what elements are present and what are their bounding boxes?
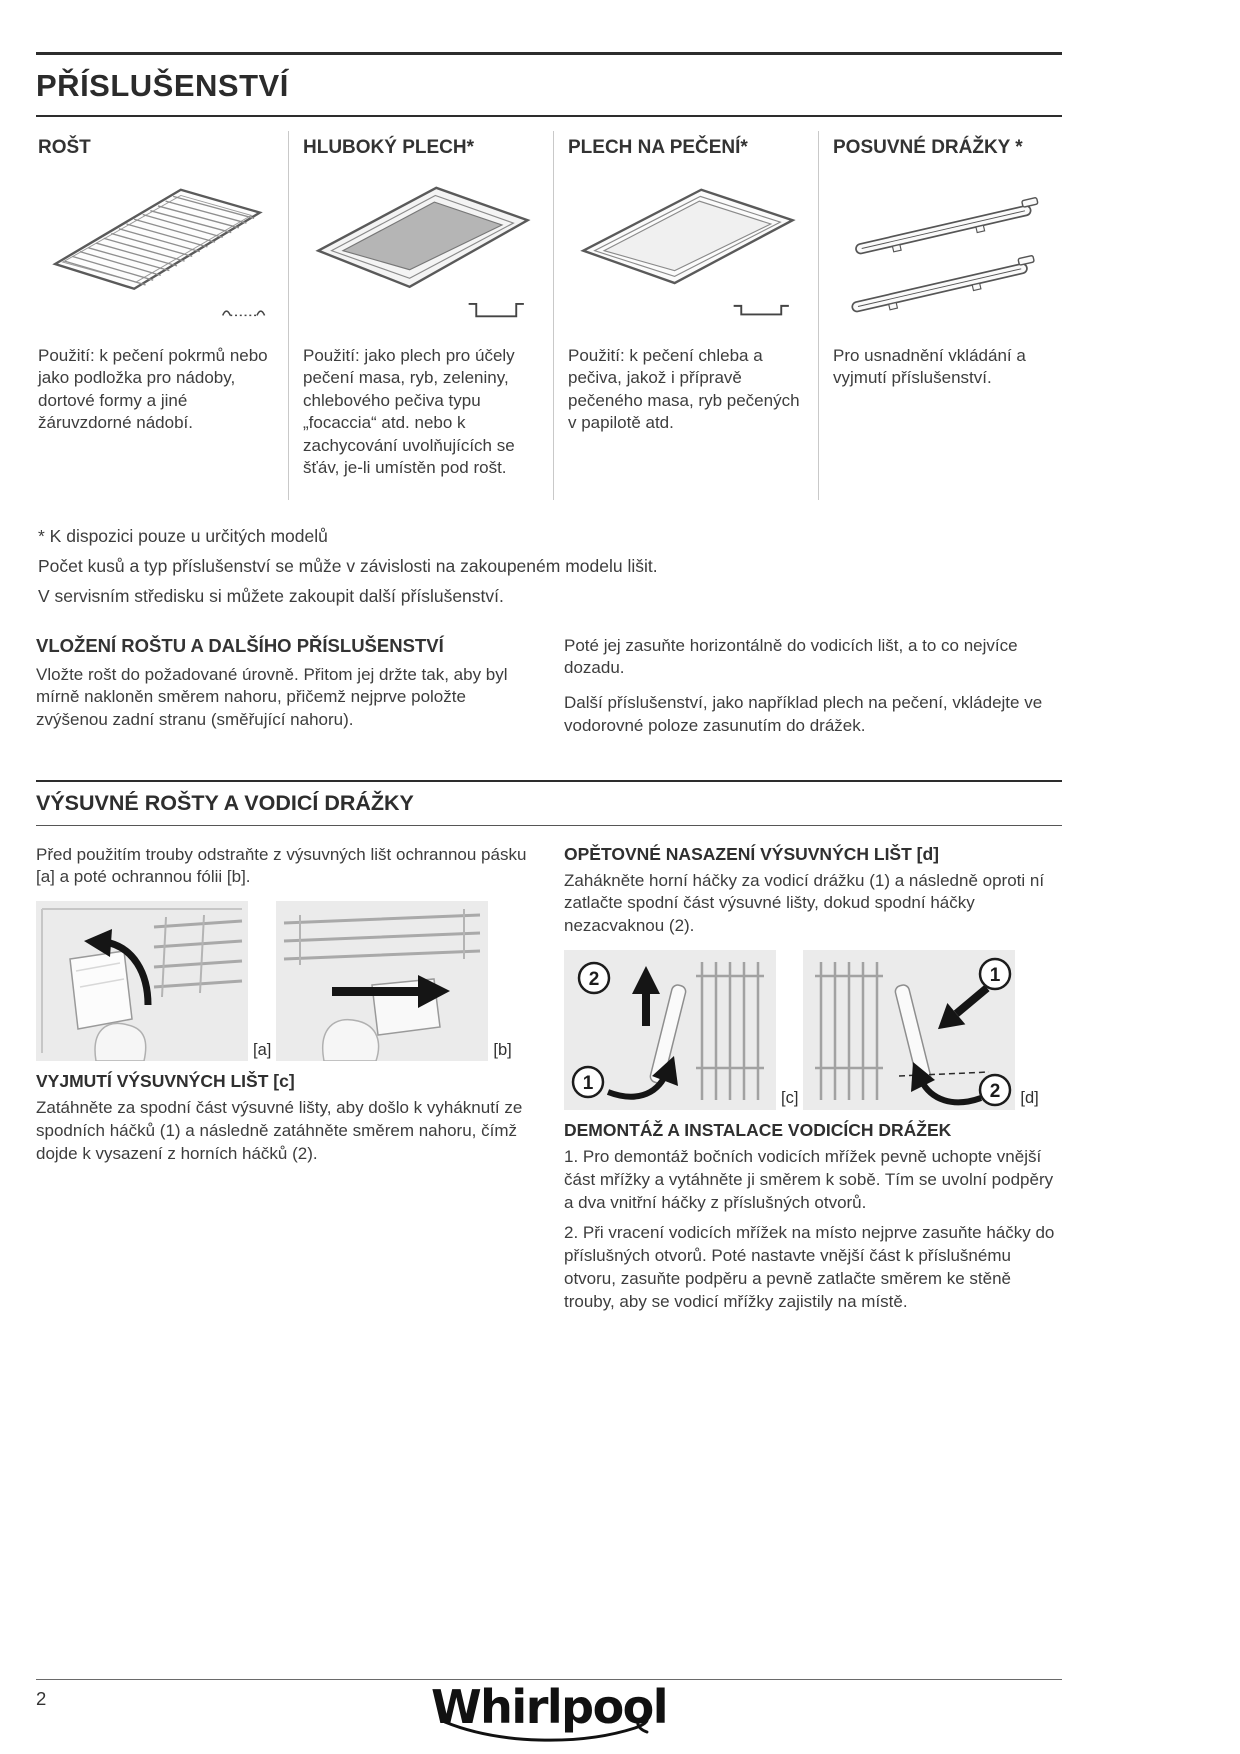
runners-left-column [36, 844, 534, 1326]
guides-title: DEMONTÁŽ A INSTALACE VODICÍCH DRÁŽEK [564, 1119, 952, 1140]
insertion-right-paragraph-2: Další příslušenství, jako například plech na pečení, vkládejte ve vodorovné poloze zasunutím do drážek. [564, 693, 1043, 735]
accessory-title: HLUBOKÝ PLECH* [303, 137, 475, 158]
accessory-description: Použití: k pečení pokrmů nebo jako podložka pro nádoby, dortové formy a jiné žáruvzdorné nádobí. [38, 346, 268, 433]
page-number: 2 [36, 1688, 47, 1709]
svg-text:1: 1 [990, 964, 1001, 986]
sliding-runners-icon [833, 168, 1071, 340]
notes-section [36, 526, 1062, 607]
runners-section-header [36, 780, 1062, 826]
figure-d-image [803, 950, 1015, 1110]
deep-pan-icon [303, 168, 541, 340]
figure-label-b: [b] [493, 1040, 512, 1059]
accessory-figure [833, 163, 1071, 345]
runners-right-column [564, 844, 1062, 1326]
insertion-right-paragraph-1: Poté jej zasuňte horizontálně do vodicích lišt, a to co nejvíce dozadu. [564, 635, 1018, 678]
figure-c-image [564, 950, 776, 1110]
accessory-description: Použití: k pečení chleba a pečiva, jakož i přípravě pečeného masa, ryb pečených v papilotě atd. [568, 346, 800, 433]
accessory-figure [303, 163, 541, 345]
runners-bottom-rule [36, 825, 1062, 826]
removal-title: VYJMUTÍ VÝSUVNÝCH LIŠT [c] [36, 1071, 295, 1092]
accessory-title: ROŠT [38, 137, 91, 158]
baking-tray-icon [568, 168, 806, 340]
accessory-figure [568, 163, 806, 345]
callout-2-badge [980, 1075, 1010, 1105]
svg-text:2: 2 [990, 1080, 1001, 1102]
svg-text:2: 2 [588, 968, 600, 990]
page-footer [36, 1679, 1062, 1744]
refit-title: OPĚTOVNÉ NASAZENÍ VÝSUVNÝCH LIŠT [d] [564, 843, 939, 864]
runners-title: VÝSUVNÉ ROŠTY A VODICÍ DRÁŽKY [36, 790, 414, 815]
callout-2-badge [579, 963, 609, 993]
figure-row-cd [564, 950, 1062, 1110]
accessory-description: Pro usnadnění vkládání a vyjmutí příslušenství. [833, 346, 1026, 388]
callout-1-badge [573, 1067, 603, 1097]
runners-section [36, 844, 1062, 1326]
figure-a-image [36, 901, 248, 1061]
wire-rack-icon [38, 168, 276, 340]
accessory-column-deep-pan [288, 131, 553, 500]
note-line: * K dispozici pouze u určitých modelů [38, 525, 328, 546]
removal-paragraph: Zatáhněte za spodní část výsuvné lišty, aby došlo k vyháknutí ze spodních háčků (1) a následně zatáhněte směrem nahoru, čímž dojde k vysazení z horních háčků (2). [36, 1098, 523, 1163]
protective-tape [70, 951, 132, 1029]
figure-label-d: [d] [1020, 1089, 1039, 1108]
guides-step-1: 1. Pro demontáž bočních vodicích mřížek pevně uchopte vnější část mřížky a vytáhněte ji směrem k sobě. Tím se uvolní podpěry a dva vnitřní háčky z příslušných otvorů. [564, 1146, 1054, 1212]
runners-top-rule [36, 780, 1062, 782]
guides-step-2: 2. Při vracení vodicích mřížek na místo nejprve zasuňte háčky do příslušných otvorů. Poté nastavte vnější část k příslušnému otvoru, zasuňte podpěru a pevně zatlačte směrem ke stěně trouby, aby se vodicí mřížky zajistily na místě. [564, 1223, 1055, 1311]
accessory-title: PLECH NA PEČENÍ* [568, 137, 748, 158]
hand-illustration [95, 1024, 146, 1062]
insertion-title: VLOŽENÍ ROŠTU A DALŠÍHO PŘÍSLUŠENSTVÍ [36, 634, 444, 656]
refit-paragraph: Zahákněte horní háčky za vodicí drážku (1) a následně oproti ní zatlačte spodní část výsuvné lišty, dokud spodní háčky nezacvaknou (2). [564, 870, 1045, 936]
accessories-section [36, 131, 1062, 500]
runners-intro: Před použitím trouby odstraňte z výsuvných lišt ochrannou pásku [a] a poté ochrannou fólii [b]. [36, 844, 527, 887]
page-title: PŘÍSLUŠENSTVÍ [36, 68, 289, 103]
title-underline-rule [36, 115, 1062, 117]
whirlpool-logo [431, 1680, 667, 1744]
insertion-left-paragraph: Vložte rošt do požadované úrovně. Přitom jej držte tak, aby byl mírně nakloněn směrem nahoru, přičemž nejprve položte zvýšenou zadní stranu (směřující nahoru). [36, 664, 508, 730]
note-line: V servisním středisku si můžete zakoupit další příslušenství. [38, 585, 504, 606]
figure-label-c: [c] [781, 1089, 799, 1108]
accessory-title: POSUVNÉ DRÁŽKY * [833, 137, 1023, 158]
insertion-section [36, 635, 1062, 750]
svg-text:1: 1 [582, 1072, 594, 1094]
brand-wordmark: Whirlpool [430, 1680, 668, 1734]
top-rule [36, 52, 1062, 55]
callout-1-badge [980, 959, 1010, 989]
accessory-column-sliding-runners [818, 131, 1083, 500]
figure-row-ab [36, 901, 534, 1061]
note-line: Počet kusů a typ příslušenství se může v závislosti na zakoupeném modelu lišit. [38, 555, 658, 576]
accessory-figure [38, 163, 276, 345]
accessory-column-rack [36, 131, 288, 500]
insertion-right-column [564, 635, 1062, 750]
accessory-column-baking-tray [553, 131, 818, 500]
accessory-description: Použití: jako plech pro účely pečení masa, ryb, zeleniny, chlebového pečiva typu „focaccia“ atd. nebo k zachycování uvolňujících se šťáv, je-li umístěn pod rošt. [303, 346, 515, 478]
figure-b-image [276, 901, 488, 1061]
insertion-left-column [36, 635, 534, 750]
figure-label-a: [a] [253, 1040, 272, 1059]
